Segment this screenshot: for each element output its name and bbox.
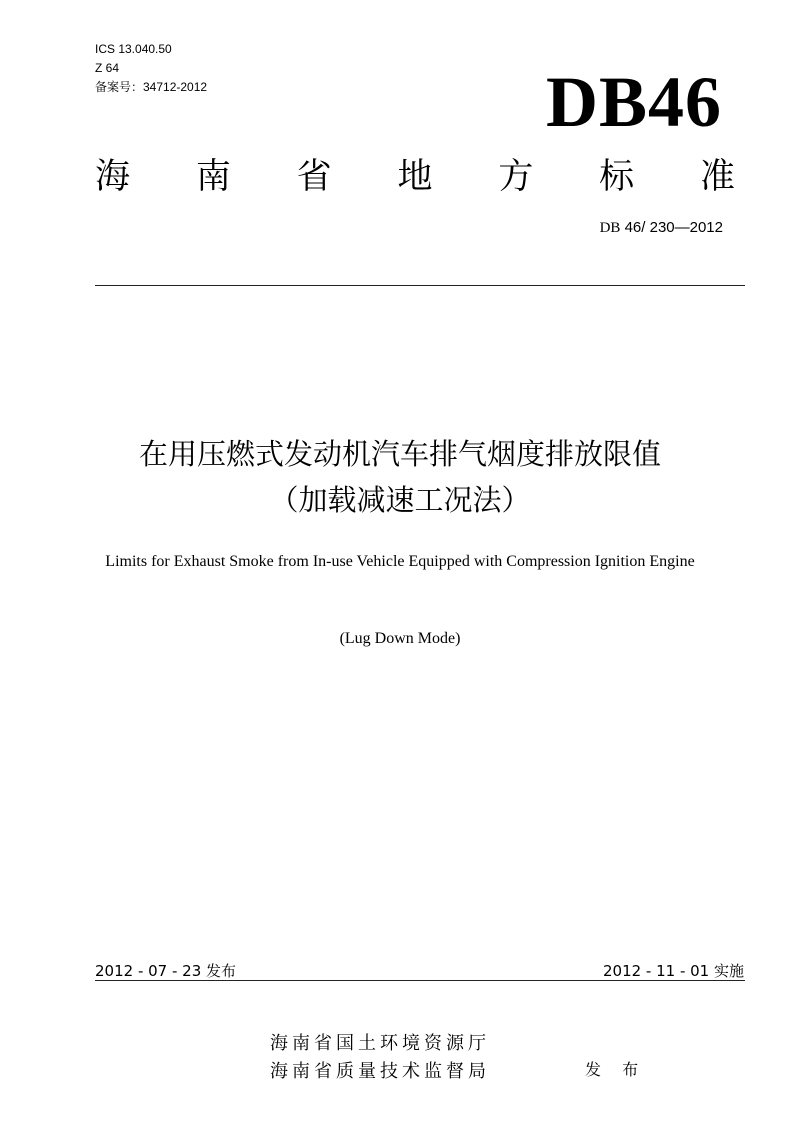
doc-type-char: 方 bbox=[498, 157, 534, 197]
bottom-divider bbox=[95, 980, 745, 981]
title-cn-line1: 在用压燃式发动机汽车排气烟度排放限值 bbox=[138, 437, 661, 471]
issuer-name: 海南省质量技术监督局 bbox=[270, 1061, 490, 1082]
standard-number bbox=[600, 219, 723, 237]
publish-label: 发 布 bbox=[585, 1060, 647, 1079]
issue-date: 2012 - 07 - 23 发布 bbox=[95, 962, 237, 980]
title-en-line2: (Lug Down Mode) bbox=[339, 630, 461, 647]
standard-code-logo: DB46 bbox=[545, 62, 722, 142]
standard-number-value: 46/ 230—2012 bbox=[624, 219, 723, 236]
top-divider bbox=[95, 285, 745, 286]
doc-type-char: 标 bbox=[599, 157, 635, 197]
doc-type-char: 地 bbox=[397, 157, 433, 197]
title-cn-line2: （加载减速工况法） bbox=[269, 483, 531, 517]
title-en-line1: Limits for Exhaust Smoke from In-use Vehicle Equipped with Compression Ignition Engine bbox=[105, 553, 695, 570]
doc-type-heading bbox=[95, 154, 735, 202]
filing-number: 备案号：34712-2012 bbox=[95, 80, 208, 94]
doc-type-char: 省 bbox=[296, 157, 332, 197]
doc-type-char: 南 bbox=[195, 157, 231, 197]
classification-code: Z 64 bbox=[95, 61, 120, 75]
doc-type-char: 准 bbox=[699, 157, 735, 197]
issuing-authorities bbox=[270, 1030, 490, 1086]
doc-type-char: 海 bbox=[95, 157, 131, 197]
issuer-name: 海南省国土环境资源厅 bbox=[270, 1033, 490, 1054]
ics-code: ICS 13.040.50 bbox=[95, 42, 172, 56]
effective-date: 2012 - 11 - 01 实施 bbox=[602, 962, 744, 980]
standard-number-prefix: DB bbox=[599, 220, 621, 236]
document-meta bbox=[95, 40, 207, 97]
